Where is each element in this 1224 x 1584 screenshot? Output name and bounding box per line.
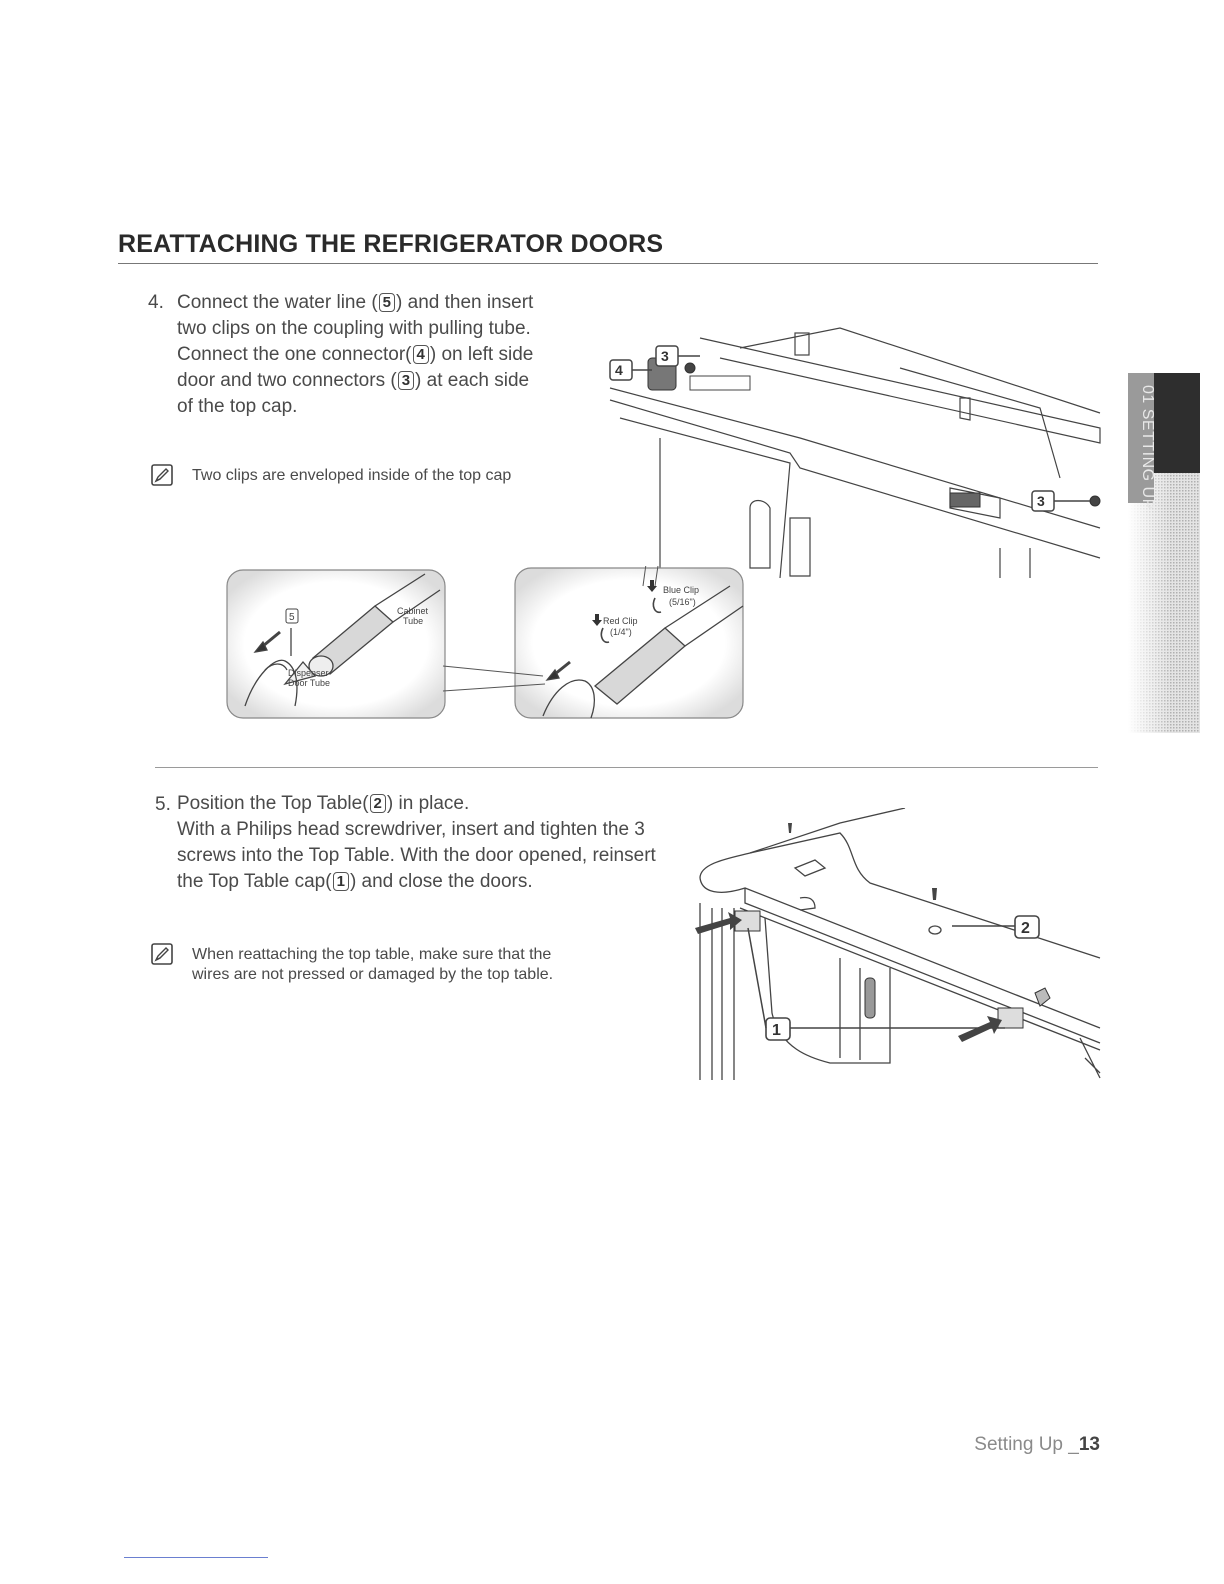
- step-4-line-4: door and two connectors ( 3 ) at each side: [177, 370, 530, 391]
- step-4-text: [177, 290, 577, 420]
- dispenser-tube-label-2: Door Tube: [288, 678, 331, 688]
- ref-badge-2: 2: [370, 794, 386, 813]
- red-clip-label: Red Clip: [603, 616, 638, 626]
- top-table-illustration: [690, 808, 1102, 1083]
- step-5-line-2: With a Philips head screwdriver, insert and tighten the 3: [177, 819, 645, 840]
- callout-4: 4: [615, 362, 623, 378]
- step-5-line-4: the Top Table cap( 1 ) and close the doors.: [177, 871, 533, 892]
- bottom-link-line: [124, 1557, 268, 1558]
- coupling-insets: [225, 566, 750, 722]
- top-cap-illustration: [600, 318, 1110, 580]
- step-5-line-3: screws into the Top Table. With the door opened, reinsert: [177, 845, 656, 866]
- cabinet-tube-label-2: Tube: [403, 616, 424, 626]
- title-divider: [118, 263, 1098, 264]
- inset-callout-5: 5: [289, 612, 295, 623]
- dispenser-tube-label: Dispenser: [288, 668, 329, 678]
- blue-clip-size: (5/16"): [669, 597, 696, 607]
- step-4-line-3: Connect the one connector( 4 ) on left side: [177, 344, 534, 365]
- ref-badge-5: 5: [379, 293, 395, 312]
- step-5-note-line-2: wires are not pressed or damaged by the top table.: [192, 966, 554, 983]
- step-4-number: 4.: [148, 292, 164, 313]
- ref-badge-4: 4: [413, 345, 429, 364]
- step-4-note: Two clips are enveloped inside of the top cap: [192, 467, 512, 484]
- page-number: 13: [1078, 1434, 1100, 1455]
- callout-2: 2: [1021, 920, 1030, 937]
- section-divider: [155, 767, 1098, 768]
- blue-clip-label: Blue Clip: [663, 585, 700, 595]
- red-clip-size: (1/4"): [610, 627, 632, 637]
- ref-badge-3: 3: [398, 371, 414, 390]
- step-4-line-1: Connect the water line ( 5 ) and then insert: [177, 292, 534, 313]
- step-4-line-5: of the top cap.: [177, 396, 298, 417]
- step-5-note: [192, 945, 553, 985]
- callout-3-left: 3: [661, 348, 669, 364]
- step-5-line-1: Position the Top Table( 2 ) in place.: [177, 793, 470, 814]
- step-5-number: 5.: [155, 794, 171, 815]
- step-4-line-2: two clips on the coupling with pulling tube.: [177, 318, 531, 339]
- step-5-text: [177, 791, 697, 895]
- note-icon: [151, 464, 173, 486]
- callout-3-right: 3: [1037, 493, 1045, 509]
- page-title: REATTACHING THE REFRIGERATOR DOORS: [118, 230, 664, 258]
- side-tab-label: 01 SETTING UP: [1139, 385, 1156, 510]
- note-icon: [151, 943, 173, 965]
- page-footer: Setting Up _13: [974, 1434, 1100, 1455]
- callout-1: 1: [772, 1022, 781, 1039]
- step-5-note-line-1: When reattaching the top table, make sure that the: [192, 946, 552, 963]
- cabinet-tube-label: Cabinet: [397, 606, 429, 616]
- ref-badge-1: 1: [333, 872, 349, 891]
